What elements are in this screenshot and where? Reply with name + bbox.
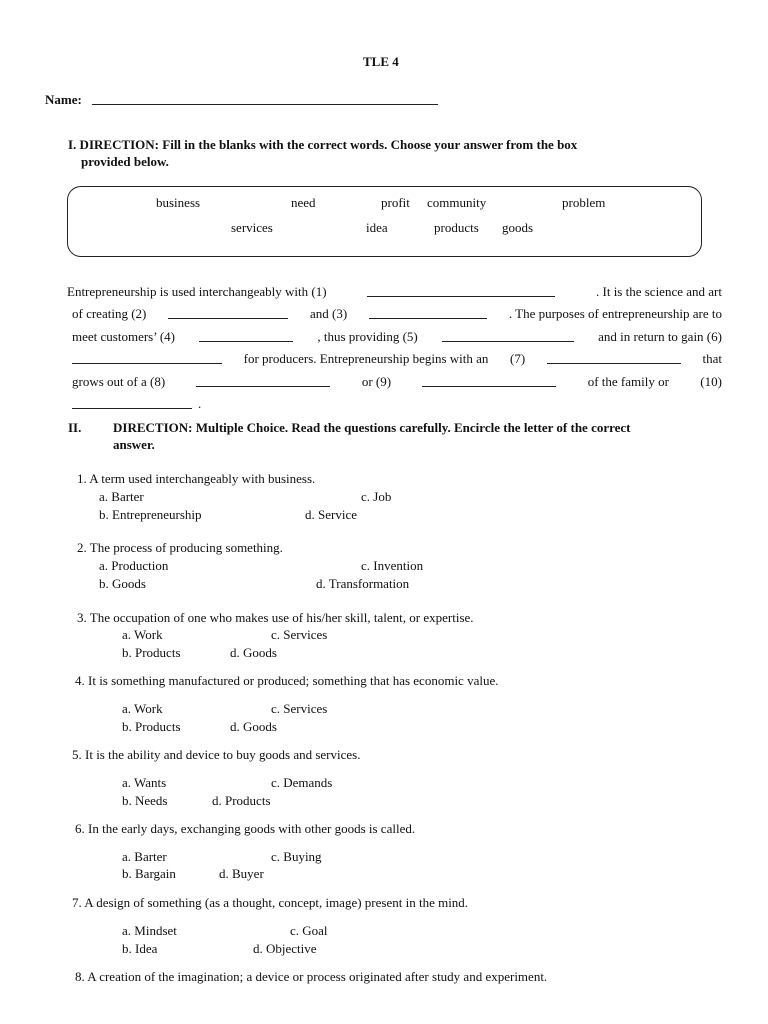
name-blank[interactable] [92,92,438,105]
question-8: 8. A creation of the imagination; a device or process originated after study and experiment. [75,969,548,984]
q6-option-c[interactable]: c. Buying [271,849,322,864]
paragraph-text: and in return to gain (6) [598,329,722,344]
q7-option-b[interactable]: b. Idea [122,941,158,956]
q2-option-c[interactable]: c. Invention [361,558,424,573]
q1-option-c[interactable]: c. Job [361,489,392,504]
blank-6[interactable] [72,351,222,364]
section2-heading: DIRECTION: Multiple Choice. Read the questions carefully. Encircle the letter of the correct [113,420,631,435]
paragraph-text: (7) [510,351,526,366]
q1-option-b[interactable]: b. Entrepreneurship [99,507,202,522]
paragraph-text: of creating (2) [72,306,147,321]
question-1: 1. A term used interchangeably with business. [77,471,316,486]
q2-option-b[interactable]: b. Goods [99,576,146,591]
question-4: 4. It is something manufactured or produced; something that has economic value. [75,673,499,688]
paragraph-text: meet customers’ (4) [72,329,175,344]
q4-option-d[interactable]: d. Goods [230,719,277,734]
section2-number: II. [68,420,82,435]
word-problem: problem [562,195,606,210]
blank-4[interactable] [199,329,293,342]
paragraph-text: and (3) [310,306,348,321]
section2-heading-cont: answer. [113,437,155,452]
word-community: community [427,195,487,210]
blank-10[interactable] [72,396,192,409]
blank-8[interactable] [196,374,330,387]
page-title: TLE 4 [363,54,399,69]
blank-5[interactable] [442,329,574,342]
word-business: business [156,195,201,210]
q2-option-a[interactable]: a. Production [99,558,169,573]
q1-option-d[interactable]: d. Service [305,507,357,522]
question-2: 2. The process of producing something. [77,540,283,555]
q4-option-b[interactable]: b. Products [122,719,181,734]
paragraph-text: Entrepreneurship is used interchangeably with (1) [67,284,327,299]
word-goods: goods [502,220,534,235]
section1-heading: I. DIRECTION: Fill in the blanks with the correct words. Choose your answer from the box [68,137,578,152]
q5-option-d[interactable]: d. Products [212,793,271,808]
q7-option-a[interactable]: a. Mindset [122,923,177,938]
blank-2[interactable] [168,306,288,319]
q7-option-d[interactable]: d. Objective [253,941,317,956]
q5-option-c[interactable]: c. Demands [271,775,333,790]
q4-option-c[interactable]: c. Services [271,701,328,716]
word-profit: profit [381,195,410,210]
q2-option-d[interactable]: d. Transformation [316,576,410,591]
word-products: products [434,220,479,235]
paragraph-text: of the family or [587,374,669,389]
question-3: 3. The occupation of one who makes use of his/her skill, talent, or expertise. [77,610,474,625]
q5-option-a[interactable]: a. Wants [122,775,167,790]
q5-option-b[interactable]: b. Needs [122,793,168,808]
q3-option-c[interactable]: c. Services [271,627,328,642]
paragraph-text: for producers. Entrepreneurship begins with an [243,351,489,366]
section1-heading-cont: provided below. [81,154,169,169]
blank-3[interactable] [369,306,487,319]
paragraph-text: grows out of a (8) [72,374,166,389]
blank-1[interactable] [367,284,555,297]
paragraph-text: . It is the science and art [596,284,722,299]
paragraph-text: (10) [700,374,722,389]
q1-option-a[interactable]: a. Barter [99,489,144,504]
question-5: 5. It is the ability and device to buy goods and services. [72,747,361,762]
question-6: 6. In the early days, exchanging goods with other goods is called. [75,821,416,836]
paragraph-text: . The purposes of entrepreneurship are to [508,306,722,321]
blank-7[interactable] [547,351,681,364]
q3-option-d[interactable]: d. Goods [230,645,277,660]
q6-option-a[interactable]: a. Barter [122,849,167,864]
paragraph-text: . [198,396,202,411]
word-need: need [291,195,316,210]
word-idea: idea [366,220,388,235]
word-services: services [231,220,273,235]
q3-option-a[interactable]: a. Work [122,627,163,642]
q6-option-d[interactable]: d. Buyer [219,866,264,881]
paragraph-text: that [702,351,722,366]
word-bank-box [67,186,702,257]
q4-option-a[interactable]: a. Work [122,701,163,716]
question-7: 7. A design of something (as a thought, concept, image) present in the mind. [72,895,469,910]
name-label: Name: [45,92,82,107]
paragraph-text: , thus providing (5) [317,329,418,344]
q6-option-b[interactable]: b. Bargain [122,866,176,881]
blank-9[interactable] [422,374,556,387]
q7-option-c[interactable]: c. Goal [290,923,328,938]
paragraph-text: or (9) [361,374,392,389]
q3-option-b[interactable]: b. Products [122,645,181,660]
